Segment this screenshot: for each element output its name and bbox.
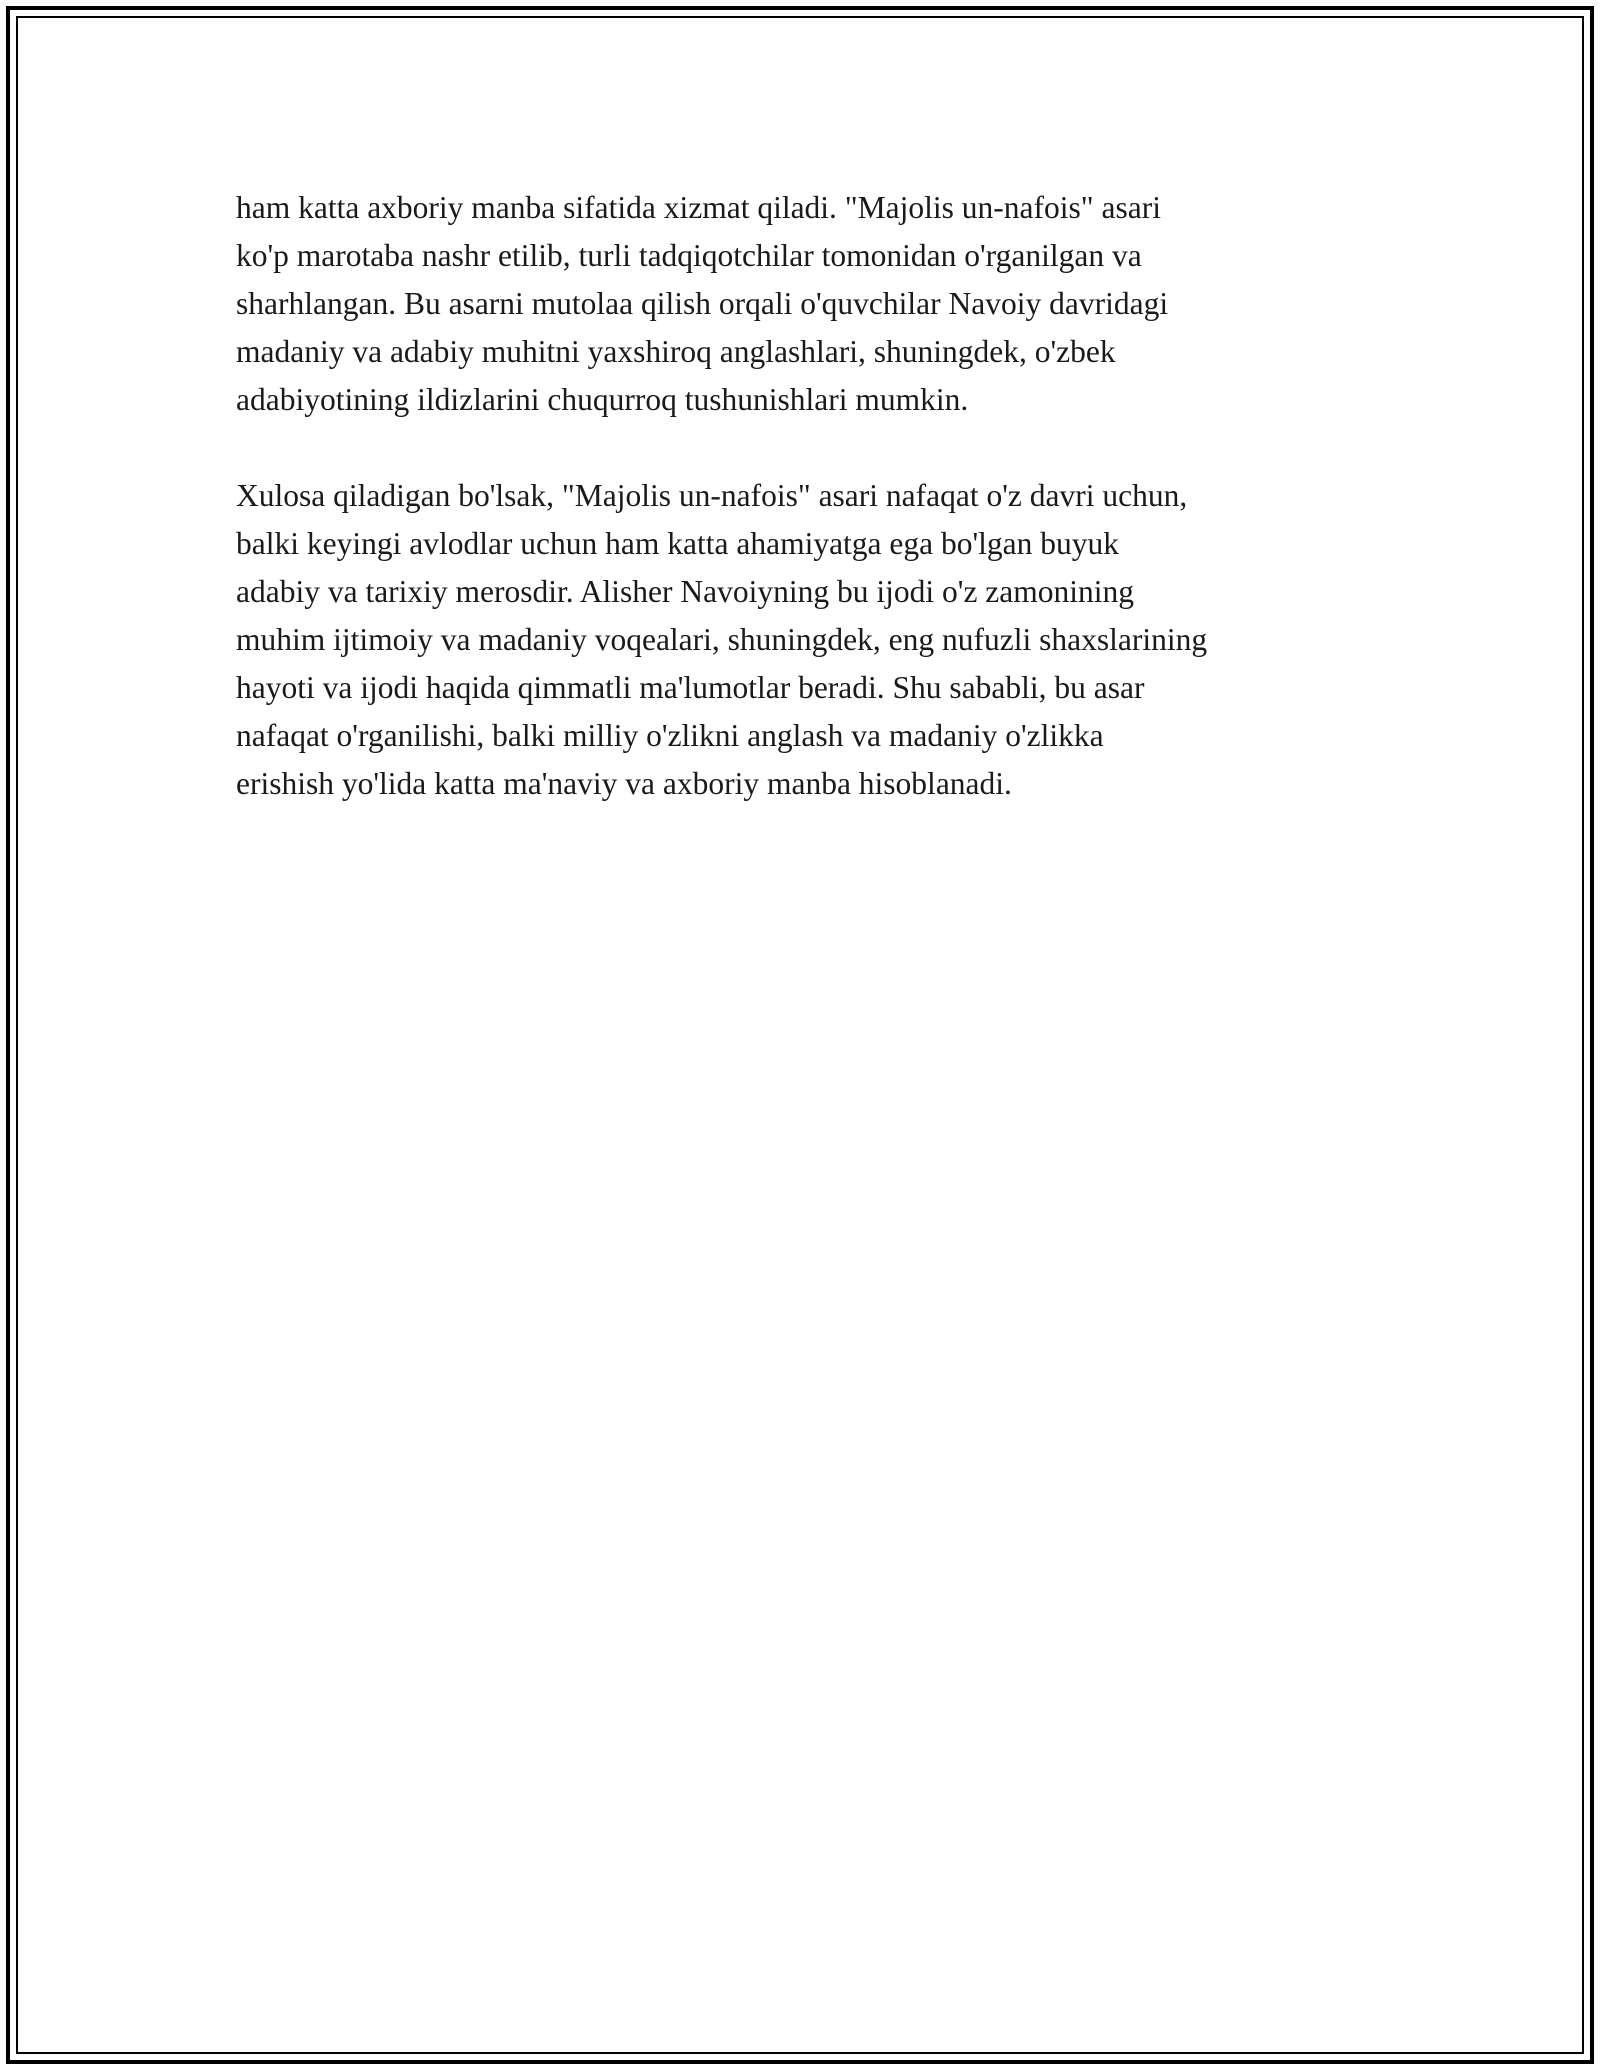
text-line: adabiy va tarixiy merosdir. Alisher Navoiyning bu ijodi o'z zamonining [236, 574, 1135, 609]
paragraph-2 [236, 472, 1386, 808]
text-line: sharhlangan. Bu asarni mutolaa qilish orqali o'quvchilar Navoiy davridagi [236, 286, 1169, 321]
text-line: balki keyingi avlodlar uchun ham katta ahamiyatga ega bo'lgan buyuk [236, 526, 1120, 561]
text-line: erishish yo'lida katta ma'naviy va axboriy manba hisoblanadi. [236, 766, 1012, 801]
text-line: ko'p marotaba nashr etilib, turli tadqiqotchilar tomonidan o'rganilgan va [236, 238, 1142, 273]
text-line: madaniy va adabiy muhitni yaxshiroq anglashlari, shuningdek, o'zbek [236, 334, 1116, 369]
text-line: ham katta axboriy manba sifatida xizmat qiladi. "Majolis un-nafois" asari [236, 190, 1161, 225]
text-line: hayoti va ijodi haqida qimmatli ma'lumotlar beradi. Shu sababli, bu asar [236, 670, 1145, 705]
text-line: Xulosa qiladigan bo'lsak, "Majolis un-nafois" asari nafaqat o'z davri uchun, [236, 478, 1188, 513]
document-body [236, 184, 1386, 808]
paragraph-1 [236, 184, 1386, 424]
text-line: adabiyotining ildizlarini chuqurroq tushunishlari mumkin. [236, 382, 969, 417]
text-line: nafaqat o'rganilishi, balki milliy o'zlikni anglash va madaniy o'zlikka [236, 718, 1104, 753]
text-line: muhim ijtimoiy va madaniy voqealari, shuningdek, eng nufuzli shaxslarining [236, 622, 1208, 657]
